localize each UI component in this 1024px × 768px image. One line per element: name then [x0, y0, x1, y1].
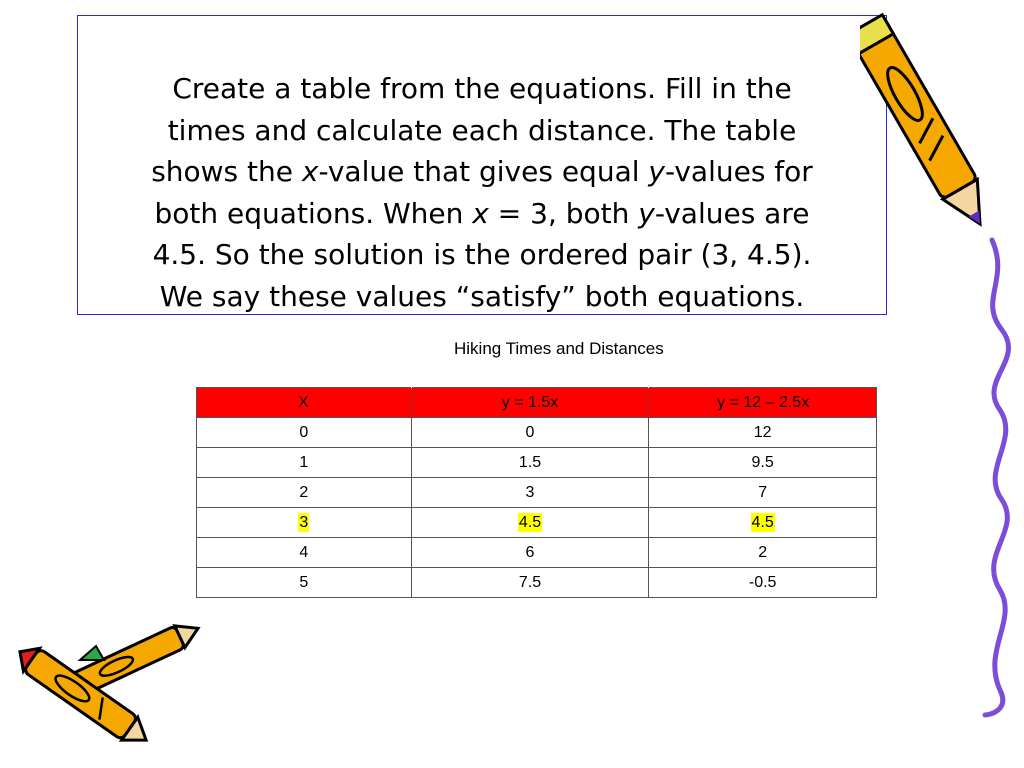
table-cell: 5	[197, 568, 412, 598]
table-row	[197, 478, 877, 508]
column-header: y = 12 – 2.5x	[649, 388, 877, 418]
table-cell: 0	[411, 418, 649, 448]
table-cell: 0	[197, 418, 412, 448]
table-row	[197, 568, 877, 598]
column-header: X	[197, 388, 412, 418]
table-cell: 7	[649, 478, 877, 508]
text-line: We say these values “satisfy” both equations.	[159, 279, 805, 313]
table-cell	[197, 508, 412, 538]
table-cell: 2	[649, 538, 877, 568]
table-cell	[411, 508, 649, 538]
text-line: 4.5. So the solution is the ordered pair (3, 4.5).	[152, 238, 812, 271]
hiking-table	[196, 387, 877, 598]
text-segment: = 3, both	[488, 196, 639, 230]
table-cell	[649, 508, 877, 538]
table-row	[197, 448, 877, 478]
highlighted-value: 4.5	[751, 513, 774, 531]
table-cell: 7.5	[411, 568, 649, 598]
pencil-icon	[0, 640, 160, 750]
table-cell: 4	[197, 538, 412, 568]
table-row-highlighted	[197, 508, 877, 538]
table-caption: Hiking Times and Distances	[454, 339, 664, 358]
table-cell: 2	[197, 478, 412, 508]
instruction-text-box	[77, 15, 887, 315]
pencil-icon	[860, 0, 1024, 768]
highlighted-value: 4.5	[518, 513, 542, 531]
table-cell: -0.5	[649, 568, 877, 598]
text-segment: -value that gives equal	[318, 155, 649, 188]
italic-variable: y	[638, 196, 655, 230]
table-row	[197, 538, 877, 568]
table-cell: 3	[411, 478, 649, 508]
text-line: Create a table from the equations. Fill in the	[172, 72, 792, 105]
table-cell: 6	[411, 538, 649, 568]
text-segment: both equations. When	[154, 196, 473, 230]
text-line: times and calculate each distance. The table	[167, 113, 797, 147]
text-segment: shows the	[151, 155, 302, 188]
table-cell: 1.5	[411, 448, 649, 478]
table-cell: 1	[197, 448, 412, 478]
italic-variable: y	[648, 155, 665, 188]
table-cell: 12	[649, 418, 877, 448]
table-header-row	[197, 388, 877, 418]
italic-variable: x	[472, 196, 489, 230]
instruction-paragraph	[88, 68, 876, 317]
italic-variable: x	[301, 155, 319, 188]
highlighted-value: 3	[299, 513, 309, 531]
text-segment: -values for	[664, 155, 813, 188]
column-header: y = 1.5x	[411, 388, 649, 418]
table-row	[197, 418, 877, 448]
table-cell: 9.5	[649, 448, 877, 478]
text-segment: -values are	[654, 196, 810, 230]
